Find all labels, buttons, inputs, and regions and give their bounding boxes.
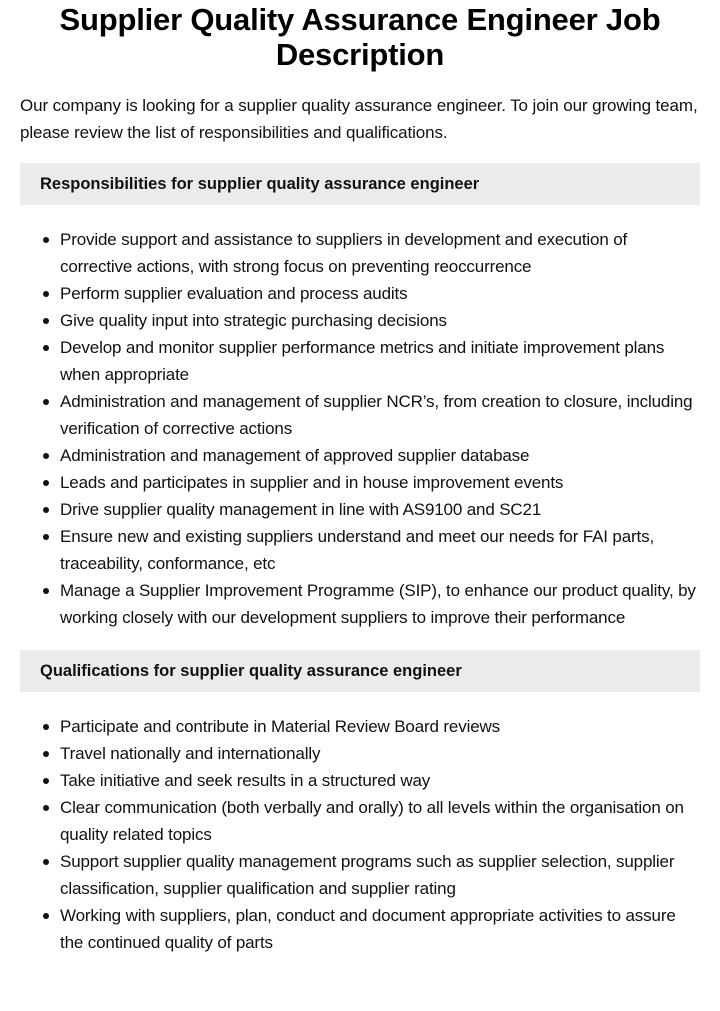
list-item-text: Provide support and assistance to suppliers in development and execution of corrective actions, with strong focus on preventing reoccurrence: [60, 230, 628, 276]
list-item: [60, 794, 700, 848]
list-item: [60, 848, 700, 902]
list-item: [60, 334, 700, 388]
list-item: [60, 577, 700, 631]
bullet-icon: [43, 453, 49, 459]
bullet-icon: [43, 507, 49, 513]
responsibilities-header: Responsibilities for supplier quality assurance engineer: [20, 163, 700, 205]
bullet-icon: [43, 399, 49, 405]
list-item-text: Develop and monitor supplier performance metrics and initiate improvement plans when appropriate: [60, 338, 665, 384]
list-item-text: Administration and management of approved supplier database: [60, 446, 530, 465]
bullet-icon: [43, 859, 49, 865]
list-item: [60, 280, 700, 307]
bullet-icon: [43, 778, 49, 784]
list-item-text: Give quality input into strategic purchasing decisions: [60, 311, 447, 330]
bullet-icon: [43, 237, 49, 243]
list-item: [60, 902, 700, 956]
list-item: [60, 496, 700, 523]
list-item-text: Drive supplier quality management in line with AS9100 and SC21: [60, 500, 542, 519]
list-item: [60, 713, 700, 740]
list-item-text: Clear communication (both verbally and orally) to all levels within the organisation on quality related topics: [60, 798, 684, 844]
list-item-text: Administration and management of supplier NCR’s, from creation to closure, including verification of corrective actions: [60, 392, 693, 438]
responsibilities-section: [20, 163, 700, 631]
list-item: [60, 442, 700, 469]
list-item: [60, 226, 700, 280]
bullet-icon: [43, 534, 49, 540]
list-item-text: Ensure new and existing suppliers understand and meet our needs for FAI parts, traceability, conformance, etc: [60, 527, 655, 573]
list-item-text: Working with suppliers, plan, conduct and document appropriate activities to assure the continued quality of parts: [60, 906, 676, 952]
responsibilities-list: [20, 226, 700, 631]
bullet-icon: [43, 913, 49, 919]
list-item-text: Participate and contribute in Material Review Board reviews: [60, 717, 500, 736]
list-item-text: Manage a Supplier Improvement Programme (SIP), to enhance our product quality, by working closely with our development suppliers to improve their performance: [60, 581, 696, 627]
bullet-icon: [43, 345, 49, 351]
bullet-icon: [43, 724, 49, 730]
intro-paragraph: Our company is looking for a supplier quality assurance engineer. To join our growing team, please review the list of responsibilities and qualifications.: [20, 96, 698, 142]
bullet-icon: [43, 805, 49, 811]
bullet-icon: [43, 588, 49, 594]
list-item-text: Take initiative and seek results in a structured way: [60, 771, 431, 790]
list-item: [60, 388, 700, 442]
list-item: [60, 469, 700, 496]
qualifications-header: Qualifications for supplier quality assurance engineer: [20, 650, 700, 692]
list-item: [60, 523, 700, 577]
qualifications-section: [20, 650, 700, 956]
list-item: [60, 767, 700, 794]
page-title: Supplier Quality Assurance Engineer Job Description: [59, 2, 661, 72]
bullet-icon: [43, 480, 49, 486]
list-item: [60, 740, 700, 767]
bullet-icon: [43, 751, 49, 757]
list-item-text: Perform supplier evaluation and process audits: [60, 284, 408, 303]
list-item-text: Support supplier quality management programs such as supplier selection, supplier classification, supplier qualification and supplier rating: [60, 852, 675, 898]
list-item: [60, 307, 700, 334]
bullet-icon: [43, 291, 49, 297]
qualifications-list: [20, 713, 700, 956]
list-item-text: Travel nationally and internationally: [60, 744, 321, 763]
list-item-text: Leads and participates in supplier and in house improvement events: [60, 473, 564, 492]
bullet-icon: [43, 318, 49, 324]
